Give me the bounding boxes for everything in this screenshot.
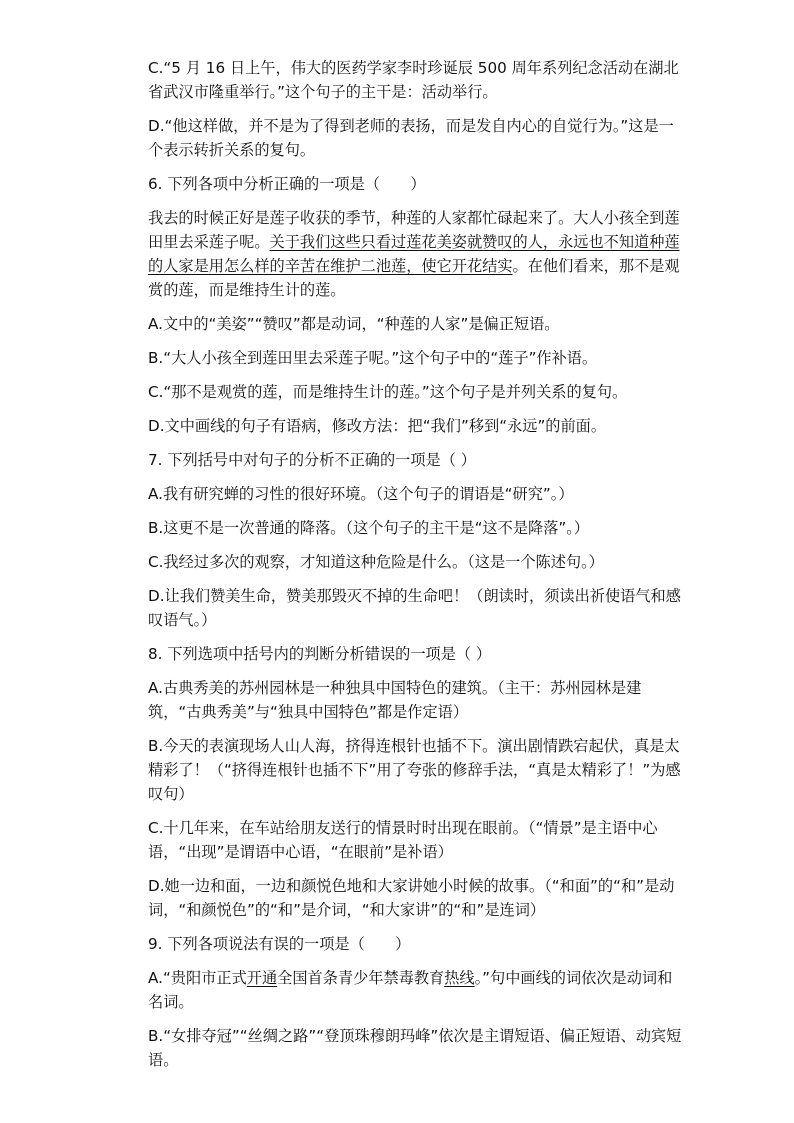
text: 。在他们看来，那不是观赏的莲，而是维持生计的莲。 — [148, 257, 680, 299]
text: C.十几年来，在车站给朋友送行的情景时时出现在眼前。（“情景”是主语中心语，“出现”是谓语中心语，“在眼前”是补语） — [148, 819, 658, 861]
text: 我去的时候正好是莲子收获的季节，种莲的人家都忙碌起来了。大人小孩全到莲田里去采莲子呢。 — [148, 209, 680, 251]
text: B.这更不是一次普通的降落。（这个句子的主干是“这不是降落”。） — [148, 519, 590, 537]
text: 。”句中画线的词依次是动词和名词。 — [148, 969, 673, 1011]
question-7 — [148, 448, 684, 472]
text: C.“5 月 16 日上午，伟大的医药学家李时珍诞辰 500 周年系列纪念活动在湖北省武汉市隆重举行。”这个句子的主干是：活动举行。 — [148, 59, 679, 101]
question-8 — [148, 642, 684, 666]
underlined-word: 开通 — [246, 969, 278, 987]
option-d-q7 — [148, 584, 684, 632]
passage-q6 — [148, 206, 684, 302]
option-c-q5 — [148, 56, 684, 104]
text: 8. 下列选项中括号内的判断分析错误的一项是（ ） — [148, 645, 492, 663]
text: B.“大人小孩全到莲田里去采莲子呢。”这个句子中的“莲子”作补语。 — [148, 349, 598, 367]
text: D.文中画线的句子有语病，修改方法：把“我们”移到“永远”的前面。 — [148, 417, 607, 435]
option-a-q7 — [148, 482, 684, 506]
text: B.今天的表演现场人山人海，挤得连根针也插不下。演出剧情跌宕起伏，真是太精彩了！（“挤得连根针也插不下”用了夸张的修辞手法，“真是太精彩了！”为感叹句） — [148, 737, 681, 803]
text: A.我有研究蝉的习性的很好环境。（这个句子的谓语是“研究”。） — [148, 485, 574, 503]
text: D.她一边和面，一边和颜悦色地和大家讲她小时候的故事。（“和面”的“和”是动词，“和颜悦色”的“和”是介词，“和大家讲”的“和”是连词） — [148, 877, 675, 919]
text: 全国首条青少年禁毒教育 — [277, 969, 445, 987]
option-c-q6 — [148, 380, 684, 404]
option-b-q9 — [148, 1024, 684, 1072]
text: A.古典秀美的苏州园林是一种独具中国特色的建筑。（主干：苏州园林是建筑，“古典秀美”与“独具中国特色”都是作定语） — [148, 679, 642, 721]
document-page — [148, 56, 684, 1082]
option-d-q8 — [148, 874, 684, 922]
text: C.“那不是观赏的莲，而是维持生计的莲。”这个句子是并列关系的复句。 — [148, 383, 628, 401]
text: A.文中的“美姿”“赞叹”都是动词，“种莲的人家”是偏正短语。 — [148, 315, 560, 333]
option-a-q8 — [148, 676, 684, 724]
underlined-sentence: 关于我们这些只看过莲花美姿就赞叹的人，永远也不知道种莲的人家是用怎么样的辛苦在维护二池莲，使它开花结实 — [148, 233, 680, 275]
option-b-q7 — [148, 516, 684, 540]
question-9 — [148, 932, 684, 956]
text: D.让我们赞美生命，赞美那毁灭不掉的生命吧！（朗读时，须读出祈使语气和感叹语气。） — [148, 587, 681, 629]
text: B.“女排夺冠”“丝绸之路”“登顶珠穆朗玛峰”依次是主谓短语、偏正短语、动宾短语。 — [148, 1027, 682, 1069]
option-a-q9 — [148, 966, 684, 1014]
text: 9. 下列各项说法有误的一项是（ ） — [148, 935, 411, 953]
option-d-q5 — [148, 114, 684, 162]
option-c-q7 — [148, 550, 684, 574]
option-b-q6 — [148, 346, 684, 370]
option-d-q6 — [148, 414, 684, 438]
text: 6. 下列各项中分析正确的一项是（ ） — [148, 175, 426, 193]
option-b-q8 — [148, 734, 684, 806]
question-6 — [148, 172, 684, 196]
option-c-q8 — [148, 816, 684, 864]
option-a-q6 — [148, 312, 684, 336]
underlined-word: 热线 — [444, 969, 475, 987]
text: A.“贵阳市正式 — [148, 969, 247, 987]
text: D.“他这样做，并不是为了得到老师的表扬，而是发自内心的自觉行为。”这是一个表示转折关系的复句。 — [148, 117, 674, 159]
text: C.我经过多次的观察，才知道这种危险是什么。（这是一个陈述句。） — [148, 553, 604, 571]
text: 7. 下列括号中对句子的分析不正确的一项是（ ） — [148, 451, 476, 469]
